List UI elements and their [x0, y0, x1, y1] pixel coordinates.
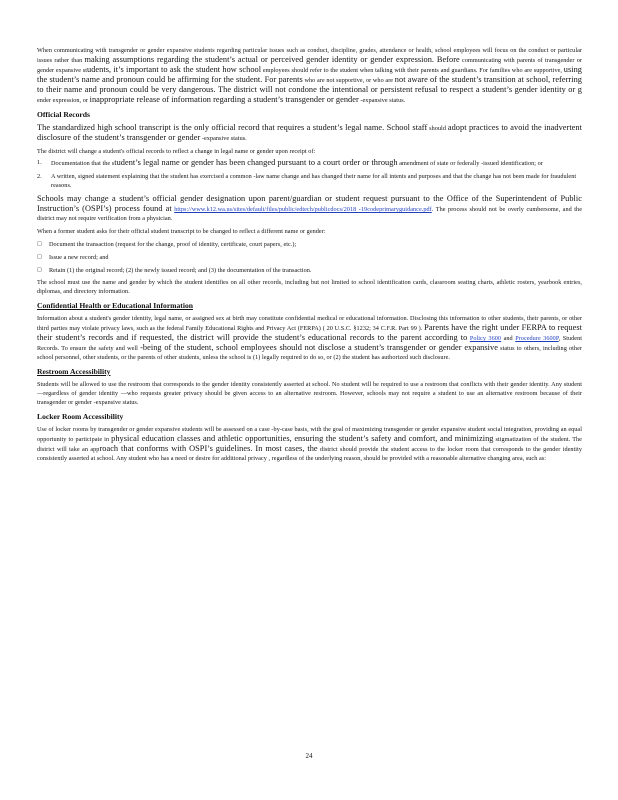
bullet-icon: □	[37, 254, 42, 260]
text-run: inappropriate release of information regarding a student’s transgender or gender	[89, 95, 359, 104]
list-number: 2.	[37, 173, 42, 180]
list-number: 1.	[37, 159, 42, 166]
text-run: physical education classes and athletic opportunities, ensuring the student’s safety and comfort, and minimizing	[111, 434, 494, 443]
text-run: adopt practices to avoid the inadvertent disclosure of the student’s transgender or gender	[37, 123, 582, 142]
text-run: and	[503, 335, 513, 342]
restroom-heading: Restroom Accessibility	[37, 367, 111, 376]
text-run: using the student’s name and pronoun could be affirming for the student. For parents	[37, 65, 582, 84]
text-run: Documentation that the s	[51, 160, 115, 167]
text-run: -expansive status.	[201, 135, 247, 142]
text-run: . The process should not be overly cumbersome, and the district may not require verification from a physician.	[37, 206, 582, 222]
text-run: roach that conforms with OSPI’s guidelines. In most cases, the	[99, 444, 318, 453]
text-run: udents, it’s important to ask the student how school	[87, 65, 262, 74]
text-run: tudent’s legal name or gender has been changed pursuant to a court order or through	[114, 158, 398, 167]
text-run: communicating with parents of transgender or gender expansive st	[37, 57, 582, 74]
text-run: The standardized high school transcript is the only official record that requires a student’s legal name. School staff	[37, 123, 428, 132]
ospi-guidance-link[interactable]: https://www.k12.wa.us/sites/default/files/public/edtech/publicdocs/2018 -19codeprimaryguidance.pdf	[174, 206, 432, 213]
procedure-3600p-link[interactable]: Procedure 3600P	[515, 335, 559, 342]
text-run: status to others, including other school personnel, other students, or the parents of other students, unless the school is (1) legally required to do so, or (2) the student has authorized such disclosure.	[37, 345, 582, 361]
confidential-heading: Confidential Health or Educational Information	[37, 301, 193, 310]
restroom-paragraph: Students will be allowed to use the restroom that corresponds to the gender identity consistently asserted at school. No student will be required to use a restroom that conflicts with their gender identity. Any student —regardless of gender identity —who requests greater privacy should be given access to an alternative restroom. However, schools may not require a student to use an alternative restroom because of their transgender or gender -expansive status.	[37, 381, 582, 406]
text-run: not aware of the student’s transition at school, referring to their name and pronoun could be very dangerous. The district will not condone the intentional or persistent refusal to respect a student’s gender identity or g	[37, 75, 582, 94]
other-records-paragraph: The school must use the name and gender by which the student identifies on all other records, including but not limited to school identification cards, classroom seating charts, athletic rosters, yearbook entries, diplomas, and directory information.	[37, 279, 582, 295]
bullet-item	[37, 253, 582, 262]
list-item	[37, 158, 582, 168]
page-number: 24	[305, 752, 313, 760]
list-item	[37, 172, 582, 190]
change-records-paragraph: The district will change a student's official records to reflect a change in legal name or gender upon receipt of:	[37, 148, 316, 155]
former-student-paragraph: When a former student asks for their official student transcript to be changed to reflect a different name or gender:	[37, 228, 326, 235]
bullet-item	[37, 240, 582, 249]
ospi-paragraph	[37, 194, 582, 223]
text-run: district should provide the student access to the locker room that corresponds to the gender identity consistently asserted at school. Any student who has a need or desire for additional privacy , regardless of the underlying reason, should be provided with a reasonable alternative changing area, such as:	[37, 446, 582, 462]
text-run: Information about a student's gender identity, legal name, or assigned sex at birth may constitute confidential medical or educational information. Disclosing this information to other students, their parents, or other third parties may violate privacy laws, such as the federal Family Educational Rights and Privacy Act (FERPA) ( 20 U.S.C. §1232; 34 C.F.R. Part 99 ).	[37, 315, 582, 332]
bullet-text: Retain (1) the original record; (2) the newly issued record; and (3) the documentation of the transaction.	[49, 267, 312, 274]
text-run: stigmatization of the student. The district will take an app	[37, 436, 582, 453]
text-run: -being of the student, school employees should not disclose a student’s transgender or gender expansive	[140, 343, 498, 352]
policy-3600-link[interactable]: Policy 3600	[469, 335, 502, 342]
text-run: When communicating with transgender or gender expansive students regarding particular issues such as conduct, discipline, grades, attendance or health, school employees will focus on the conduct or particular issues rather than	[37, 47, 582, 64]
text-run: , Student Records. To ensure the safety and well	[37, 335, 582, 352]
text-run: who are not supportive, or who are	[304, 77, 394, 84]
text-run: employees should refer to the student when talking with their parents and guardians. For families who are supportive,	[262, 67, 563, 74]
document-page	[37, 46, 582, 463]
official-records-paragraph	[37, 123, 582, 143]
list-item-text	[51, 158, 582, 168]
confidential-paragraph	[37, 314, 582, 362]
bullet-text: Document the transaction (request for the change, proof of identity, certificate, court papers, etc.);	[49, 241, 297, 248]
communication-paragraph	[37, 46, 582, 105]
text-run: should	[429, 125, 446, 132]
official-records-heading: Official Records	[37, 110, 90, 119]
bullet-icon: □	[37, 267, 42, 273]
text-run: making assumptions regarding the student’s actual or perceived gender identity or gender expression. Before	[84, 55, 460, 64]
text-run: ender expression, or	[37, 97, 88, 104]
text-run: -expansive status.	[360, 97, 406, 104]
list-item-text: A written, signed statement explaining that the student has exercised a common -law name change and has changed their name for all intents and purposes and that the change has not been made for fraudulent reasons.	[51, 173, 577, 189]
bullet-item	[37, 266, 582, 275]
bullet-icon: □	[37, 241, 42, 247]
text-run: amendment of state or federally -issued identification; or	[399, 160, 543, 167]
text-run: Parents have the right under FERPA to request their student’s records and if requested, the district will provide the student’s educational records to the parent according to	[37, 323, 582, 342]
text-run: Use of locker rooms by transgender or gender expansive students will be assessed on a case -by-case basis, with the goal of maximizing transgender or gender expansive student social integration, providing an equal opportunity to participate in	[37, 426, 582, 443]
text-run: Schools may change a student’s official gender designation upon parent/guardian or student request pursuant to the Office of the Superintendent of Public Instruction’s (OSPI’s) process found at	[37, 194, 582, 213]
bullet-text: Issue a new record; and	[49, 254, 109, 261]
locker-room-paragraph	[37, 425, 582, 463]
locker-room-heading: Locker Room Accessibility	[37, 412, 124, 421]
